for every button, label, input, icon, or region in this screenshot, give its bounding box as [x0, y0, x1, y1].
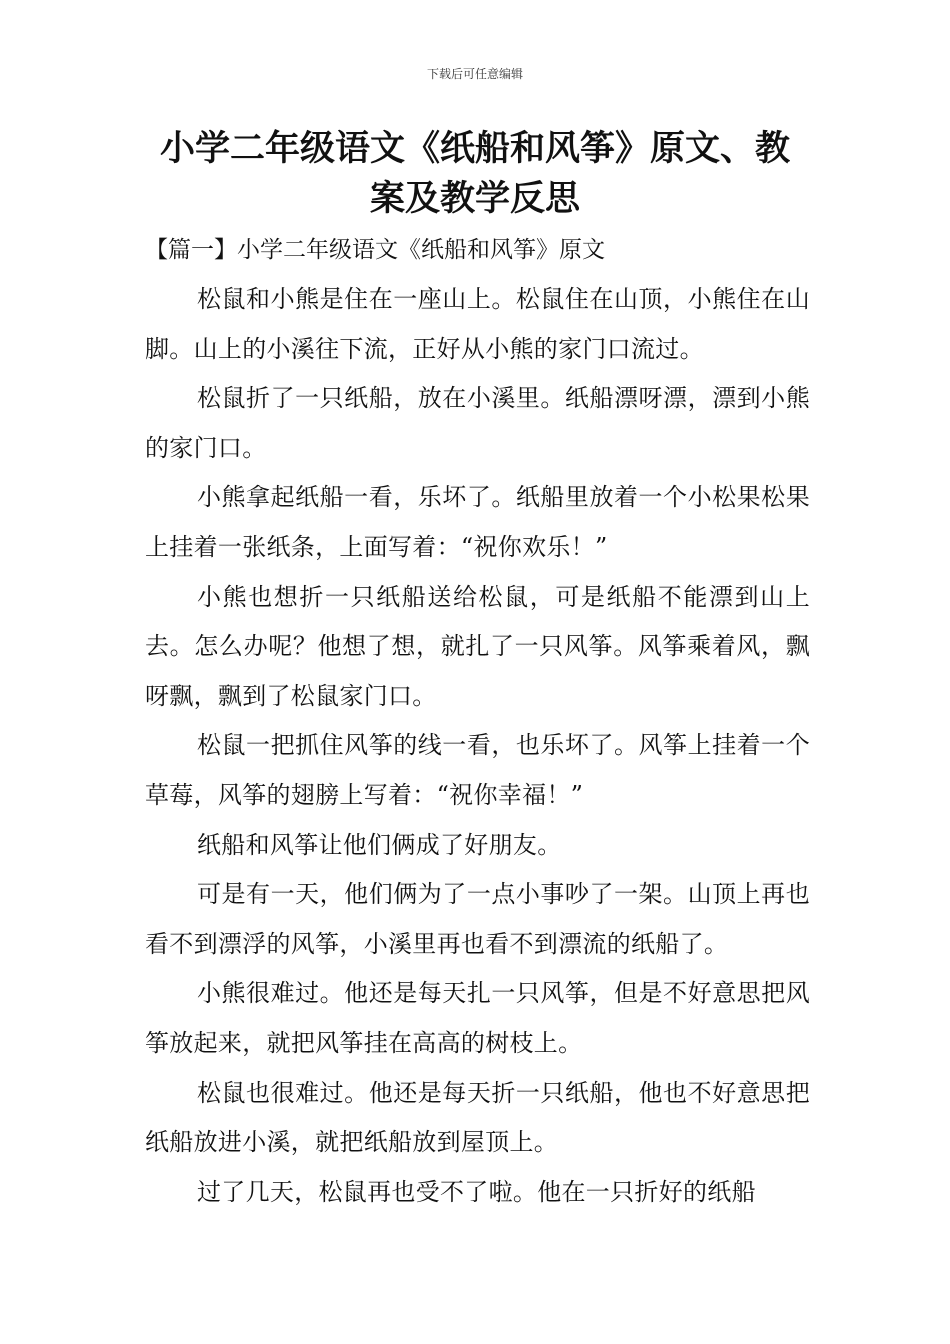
header-note: 下载后可任意编辑	[426, 67, 523, 81]
paragraph: 纸船和风筝让他们俩成了好朋友。	[197, 830, 562, 859]
paragraph: 小熊拿起纸船一看，乐坏了。纸船里放着一个小松果松果上挂着一张纸条，上面写着：“祝你欢乐！”	[145, 483, 810, 561]
paragraph: 小熊很难过。他还是每天扎一只风筝，但是不好意思把风筝放起来，就把风筝挂在高高的树枝上。	[145, 979, 810, 1057]
document-body	[145, 225, 810, 1217]
paragraph: 小熊也想折一只纸船送给松鼠，可是纸船不能漂到山上去。怎么办呢？他想了想，就扎了一只风筝。风筝乘着风，飘呀飘，飘到了松鼠家门口。	[145, 582, 810, 710]
paragraph: 松鼠一把抓住风筝的线一看，也乐坏了。风筝上挂着一个草莓，风筝的翅膀上写着：“祝你幸福！”	[145, 731, 810, 809]
paragraph: 过了几天，松鼠再也受不了啦。他在一只折好的纸船	[197, 1177, 756, 1206]
paragraph: 松鼠也很难过。他还是每天折一只纸船，他也不好意思把纸船放进小溪，就把纸船放到屋顶上。	[145, 1078, 810, 1157]
section-heading: 【篇一】小学二年级语文《纸船和风筝》原文	[145, 237, 605, 263]
paragraph: 松鼠折了一只纸船，放在小溪里。纸船漂呀漂，漂到小熊的家门口。	[145, 384, 810, 462]
paragraph: 可是有一天，他们俩为了一点小事吵了一架。山顶上再也看不到漂浮的风筝，小溪里再也看不到漂流的纸船了。	[145, 880, 810, 958]
document-title: 小学二年级语文《纸船和风筝》原文、教案及教学反思	[159, 129, 790, 219]
paragraph: 松鼠和小熊是住在一座山上。松鼠住在山顶，小熊住在山脚。山上的小溪往下流，正好从小熊的家门口流过。	[145, 285, 810, 363]
